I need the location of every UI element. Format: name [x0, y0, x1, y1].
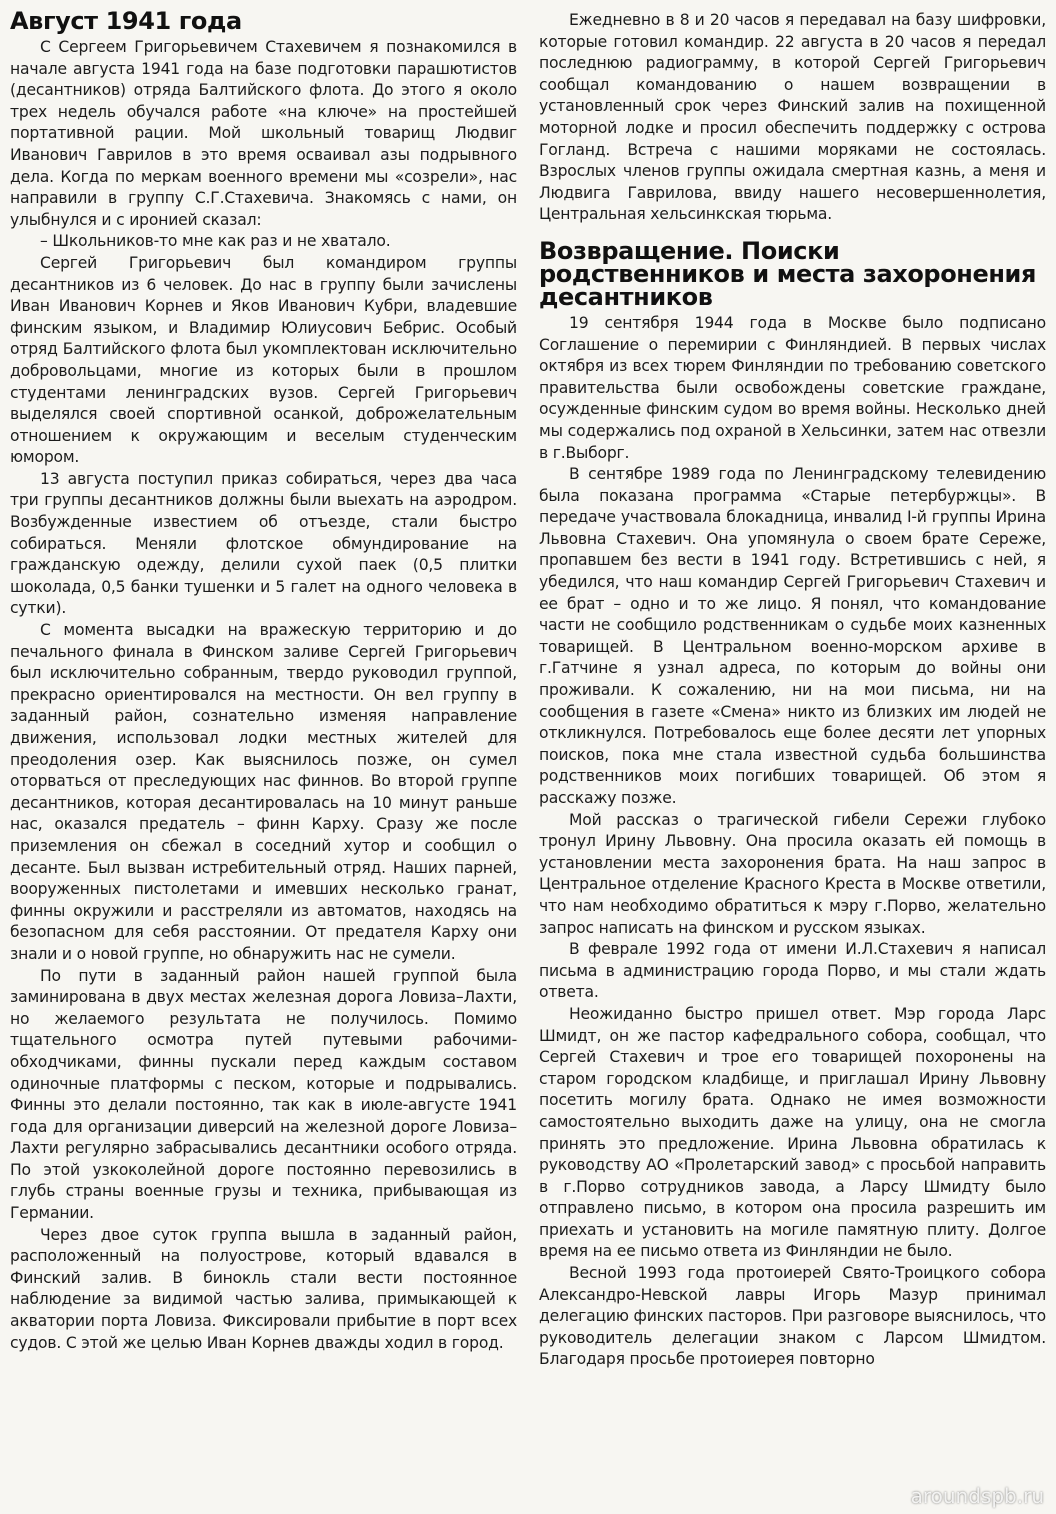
paragraph: С Сергеем Григорьевичем Стахевичем я познакомился в начале августа 1941 года на базе подготовки парашютистов (десантников) отряда Балтийского флота. До этого я около трех недель обучался работе «на ключе» на простейшей портативной рации. Мой школьный товарищ Людвиг Иванович Гаврилов в это время осваивал азы подрывного дела. Когда по меркам военного времени мы «созрели», нас направили в группу С.Г.Стахевича. Знакомясь с нами, он улыбнулся и с иронией сказал:	[10, 38, 517, 229]
paragraph: 13 августа поступил приказ собираться, через два часа три группы десантников должны были выехать на аэродром. Возбужденные известием об отъезде, стали быстро собираться. Меняли флотское обмундирование на гражданскую одежду, делили сухой паек (0,5 плитки шоколада, 0,5 банки тушенки и 5 галет на одного человека в сутки).	[10, 469, 517, 618]
section-heading-return: Возвращение. Поиски родственников и места захоронения десантников	[539, 236, 1036, 311]
site-watermark: aroundspb.ru	[910, 1484, 1044, 1508]
paragraph: Мой рассказ о трагической гибели Сережи глубоко тронул Ирину Львовну. Она просила оказать ей помощь в установлении места захоронения брата. На наш запрос в Центральное отделение Красного Креста в Москве ответили, что нам необходимо обратиться к мэру г.Порво, желательно запрос написать на финском и русском языках.	[539, 810, 1046, 937]
paragraph: В сентябре 1989 года по Ленинградскому телевидению была показана программа «Старые петербуржцы». В передаче участвовала блокадница, инвалид I-й группы Ирина Львовна Стахевич. Она упомянула о своем брате Сереже, пропавшем без вести в 1941 году. Встретившись с ней, я убедился, что наш командир Сергей Григорьевич Стахевич и ее брат – одно и то же лицо. Я понял, что командование части не сообщило родственникам о судьбе моих казненных товарищей. В Центральном военно-морском архиве в г.Гатчине я узнал адреса, по которым до войны они проживали. К сожалению, ни на мои письма, ни на сообщения в газете «Смена» никто из близких им людей не откликнулся. Потребовалось еще более десяти лет упорных поисков, пока мне стала известной судьба большинства родственников моих погибших товарищей. Об этом я расскажу позже.	[539, 465, 1046, 807]
right-column-intro	[539, 10, 1046, 226]
paragraph: По пути в заданный район нашей группой была заминирована в двух местах железная дорога Ловиза–Лахти, но желаемого результата не получилось. Помимо тщательного осмотра путей путевыми рабочими-обходчиками, финны пускали перед каждым составом одиночные платформы с песком, которые и подрывались. Финны это делали постоянно, так как в июле-августе 1941 года для организации диверсий на железной дороге Ловиза–Лахти регулярно забрасывались десантники особого отряда. По этой узкоколейной дороге постоянно перевозились в глубь страны военные грузы и техника, прибывающая из Германии.	[10, 966, 517, 1223]
article-heading-august-1941: Август 1941 года	[10, 10, 242, 35]
paragraph: Весной 1993 года протоиерей Свято-Троицкого собора Александро-Невской лавры Игорь Мазур принимал делегацию финских пасторов. При разговоре выяснилось, что руководитель делегации знаком с Ларсом Шмидтом. Благодаря просьбе протоиерея повторно	[539, 1264, 1046, 1369]
right-column	[539, 10, 1046, 1514]
left-column-text	[10, 37, 517, 1354]
paragraph: С момента высадки на вражескую территорию и до печального финала в Финском заливе Сергей Григорьевич был исключительно собранным, твердо руководил группой, прекрасно ориентировался на местности. Он вел группу в заданный район, сознательно изменяя направление движения, использовал лодки местных жителей для преодоления озер. Как выяснилось позже, он сумел оторваться от преследующих нас финнов. Во второй группе десантников, которая десантировалась на 10 минут раньше нас, оказался предатель – финн Карху. Сразу же после приземления он сбежал в соседний хутор и сообщил о десанте. Был вызван истребительный отряд. Наших парней, вооруженных пистолетами и имевших несколько гранат, финны окружили и расстреляли из автоматов, находясь на безопасном для себя расстоянии. От предателя Карху они знали и о новой группе, но обнаружить нас не сумели.	[10, 621, 517, 963]
paragraph: Через двое суток группа вышла в заданный район, расположенный на полуострове, который вдавался в Финский залив. В бинокль стали вести постоянное наблюдение за видимой частью залива, примыкающей к акватории порта Ловиза. Фиксировали прибытие в порт всех судов. С этой же целью Иван Корнев дважды ходил в город.	[10, 1225, 517, 1352]
paragraph: Сергей Григорьевич был командиром группы десантников из 6 человек. До нас в группу были зачислены Иван Иванович Корнев и Яков Иванович Кубри, владевшие финским языком, и Владимир Юлиусович Бебрис. Особый отряд Балтийского флота был укомплектован исключительно добровольцами, многие из которых были в прошлом студентами ленинградских вузов. Сергей Григорьевич выделялся своей спортивной осанкой, доброжелательным отношением к окружающим и веселым студенческим юмором.	[10, 253, 517, 467]
paragraph: 19 сентября 1944 года в Москве было подписано Соглашение о перемирии с Финляндией. В первых числах октября из всех тюрем Финляндии по требованию советского правительства были освобождены советские граждане, осужденные финским судом во время войны. Несколько дней мы содержались под охраной в Хельсинки, затем нас отвезли в г.Выборг.	[539, 313, 1046, 462]
paragraph: В феврале 1992 года от имени И.Л.Стахевич я написал письма в администрацию города Порво, и мы стали ждать ответа.	[539, 940, 1046, 1002]
paragraph: Неожиданно быстро пришел ответ. Мэр города Ларс Шмидт, он же пастор кафедрального собора, сообщал, что Сергей Стахевич и трое его товарищей похоронены на старом городском кладбище, и приглашал Ирину Львовну посетить могилу брата. Однако не имея возможности самостоятельно выходить даже на улицу, она не смогла принять это предложение. Ирина Львовна обратилась к руководству АО «Пролетарский завод» с просьбой направить в г.Порво сотрудников завода, а Ларсу Шмидту было отправлено письмо, в котором она просила разрешить им приехать и установить на могиле памятную плиту. Долгое время на ее письмо ответа из Финляндии не было.	[539, 1004, 1046, 1261]
right-column-text	[539, 313, 1046, 1371]
left-column	[10, 10, 517, 1514]
paragraph: Ежедневно в 8 и 20 часов я передавал на базу шифровки, которые готовил командир. 22 августа в 20 часов я передал последнюю радиограмму, в которой Сергей Григорьевич сообщал командованию о нашем возвращении в установленный срок через Финский залив на похищенной моторной лодке и просил обеспечить поддержку с острова Гогланд. Встреча с нашими моряками не состоялась. Взрослых членов группы ожидала смертная казнь, а меня и Людвига Гаврилова, ввиду нашего несовершеннолетия, Центральная хельсинкская тюрьма.	[539, 11, 1046, 224]
paragraph: – Школьников-то мне как раз и не хватало.	[40, 232, 391, 251]
